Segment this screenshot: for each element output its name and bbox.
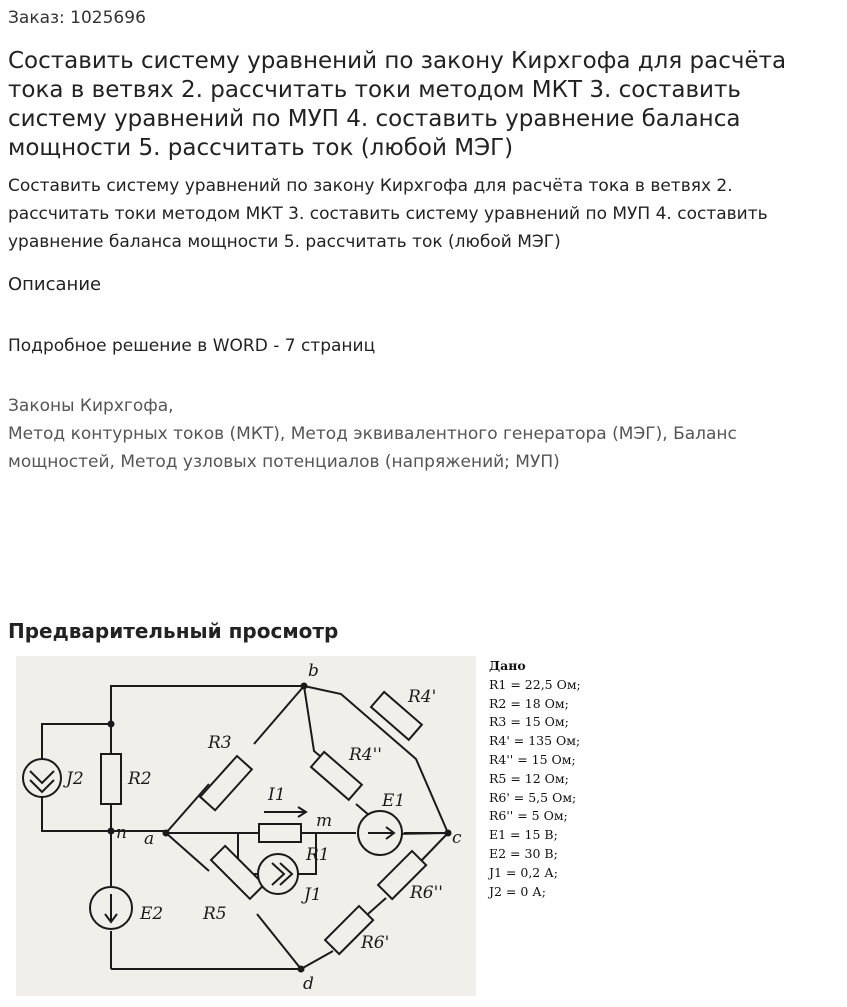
label-r5: R5 xyxy=(203,904,227,924)
label-r6-prime: R6' xyxy=(361,933,390,953)
label-r1: R1 xyxy=(306,845,330,865)
tags-block xyxy=(8,392,838,476)
label-i1: I1 xyxy=(268,785,286,805)
given-e2: E2 = 30 В; xyxy=(489,845,558,861)
preview-heading: Предварительный просмотр xyxy=(8,619,339,643)
given-r3: R3 = 15 Ом; xyxy=(489,714,569,730)
given-r4-double-prime: R4'' = 15 Ом; xyxy=(489,751,576,767)
label-node-d: d xyxy=(303,974,314,994)
given-j2: J2 = 0 А; xyxy=(489,883,546,899)
resistor-r1 xyxy=(259,824,301,842)
given-j1: J1 = 0,2 А; xyxy=(489,864,558,880)
label-j2: J2 xyxy=(66,769,84,789)
label-node-c: c xyxy=(452,828,462,848)
given-r6-prime: R6' = 5,5 Ом; xyxy=(489,789,577,805)
label-node-m: m xyxy=(316,811,333,831)
resistor-r3 xyxy=(200,756,252,810)
given-r2: R2 = 18 Ом; xyxy=(489,695,569,711)
label-r6-double-prime: R6'' xyxy=(410,883,443,903)
given-e1: E1 = 15 В; xyxy=(489,827,558,843)
tag-line-1: Законы Кирхгофа, xyxy=(8,396,174,416)
label-r2: R2 xyxy=(128,769,152,789)
label-e2: E2 xyxy=(140,904,164,924)
given-r1: R1 = 22,5 Ом; xyxy=(489,676,581,692)
label-r3: R3 xyxy=(208,733,232,753)
given-r4-prime: R4' = 135 Ом; xyxy=(489,733,581,749)
tag-line-2: Метод контурных токов (МКТ), Метод эквивалентного генератора (МЭГ), Баланс мощностей, Метод узловых потенциалов (напряжений; МУП) xyxy=(8,424,737,472)
label-node-b: b xyxy=(308,661,319,681)
order-number: Заказ: 1025696 xyxy=(8,8,146,28)
resistor-r2 xyxy=(101,754,121,804)
lead-paragraph: Составить систему уравнений по закону Кирхгофа для расчёта тока в ветвях 2. рассчитать токи методом МКТ 3. составить систему уравнений по МУП 4. составить уравнение баланса мощности 5. рассчитать ток (любой МЭГ) xyxy=(8,176,768,252)
page-title: Составить систему уравнений по закону Кирхгофа для расчёта тока в ветвях 2. рассчитать токи методом МКТ 3. составить систему уравнений по МУП 4. составить уравнение баланса мощности 5. рассчитать ток (любой МЭГ) xyxy=(8,48,787,161)
given-r6-double-prime: R6'' = 5 Ом; xyxy=(489,808,568,824)
label-j1: J1 xyxy=(304,885,322,905)
label-e1: E1 xyxy=(382,791,406,811)
given-title: Дано xyxy=(489,658,526,673)
given-values xyxy=(489,657,581,901)
given-r5: R5 = 12 Ом; xyxy=(489,770,569,786)
label-r4-double-prime: R4'' xyxy=(349,745,382,765)
description-heading: Описание xyxy=(8,274,102,295)
label-node-a: a xyxy=(144,829,155,849)
label-r4-prime: R4' xyxy=(408,687,437,707)
preview-image xyxy=(16,656,476,996)
description-text: Подробное решение в WORD - 7 страниц xyxy=(8,336,376,356)
circuit-diagram xyxy=(16,656,476,996)
label-node-n: n xyxy=(116,823,127,843)
